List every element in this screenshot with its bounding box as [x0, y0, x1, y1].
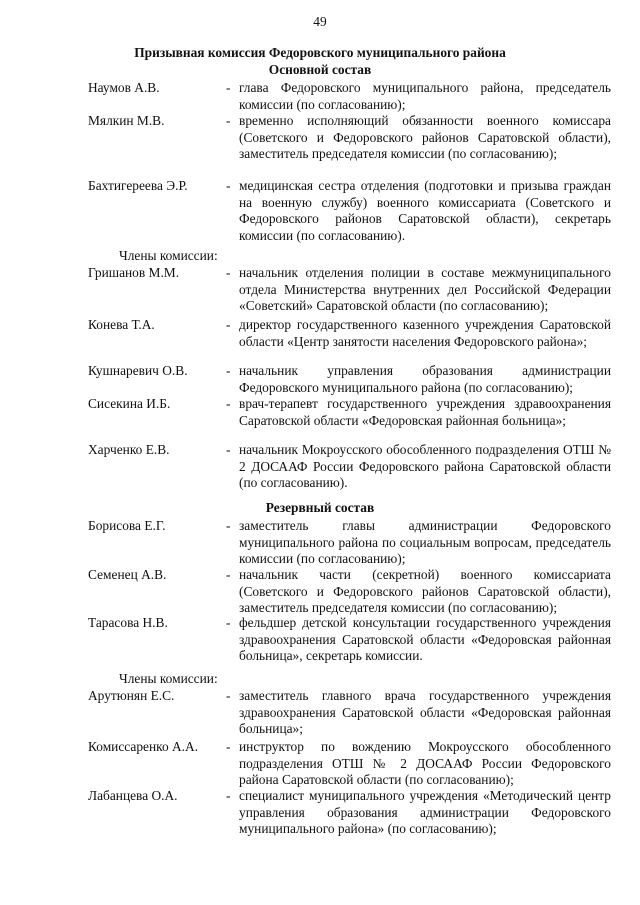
member-name: Гришанов М.М.: [88, 265, 180, 280]
dash: -: [226, 739, 231, 754]
member-role: начальник Мокроусского обособленного подразделения ОТШ № 2 ДОСААФ России Федоровского района Саратовской области (по согласованию).: [239, 442, 611, 490]
page-number: 49: [313, 14, 327, 29]
member-role: медицинская сестра отделения (подготовки и призыва граждан на военную службу) военного комиссариата (Советского и Федоровского районов Саратовской области), секретарь комиссии (по согласованию).: [239, 178, 611, 243]
member-role: врач-терапевт государственного учреждения здравоохранения Саратовской области «Федоровская районная больница»;: [239, 396, 611, 428]
member-role: начальник отделения полиции в составе межмуниципального отдела Министерства внутренних дел Российской Федерации «Советский» Саратовской области (по согласованию);: [239, 265, 611, 313]
member-name: Кушнаревич О.В.: [88, 363, 188, 378]
dash: -: [226, 442, 231, 457]
member-role: инструктор по вождению Мокроусского обособленного подразделения ОТШ № 2 ДОСААФ России Федоровского района Саратовской области (по согласованию);: [239, 739, 611, 787]
member-name: Мялкин М.В.: [88, 113, 165, 128]
member-role: заместитель главного врача государственного учреждения здравоохранения Саратовской области «Федоровская районная больница»;: [239, 688, 611, 736]
dash: -: [226, 567, 231, 582]
dash: -: [226, 363, 231, 378]
dash: -: [226, 80, 231, 95]
dash: -: [226, 688, 231, 703]
member-name: Конева Т.А.: [88, 317, 155, 332]
members-label: Члены комиссии:: [119, 248, 218, 263]
dash: -: [226, 317, 231, 332]
member-role: начальник части (секретной) военного комиссариата (Советского и Федоровского районов Саратовской области), заместитель председателя комиссии (по согласованию);: [239, 567, 611, 615]
member-name: Борисова Е.Г.: [88, 518, 166, 533]
member-role: заместитель главы администрации Федоровского муниципального района по социальным вопросам, председатель комиссии (по согласованию);: [239, 518, 611, 566]
dash: -: [226, 178, 231, 193]
main-composition-heading: Основной состав: [268, 62, 372, 77]
member-name: Комиссаренко А.А.: [88, 739, 199, 754]
member-name: Тарасова Н.В.: [88, 615, 168, 630]
member-name: Сисекина И.Б.: [88, 396, 171, 411]
member-role: фельдшер детской консультации государственного учреждения здравоохранения Саратовской области «Федоровская районная больница», секретарь комиссии.: [239, 615, 611, 663]
member-name: Харченко Е.В.: [88, 442, 170, 457]
dash: -: [226, 396, 231, 411]
member-name: Бахтигереева Э.Р.: [88, 178, 188, 193]
members-label: Члены комиссии:: [119, 671, 218, 686]
dash: -: [226, 615, 231, 630]
member-name: Арутюнян Е.С.: [88, 688, 175, 703]
document-title: Призывная комиссия Федоровского муниципального района: [134, 45, 506, 60]
member-role: специалист муниципального учреждения «Методический центр управления образования администрации Федоровского муниципального района» (по согласованию);: [239, 788, 611, 836]
dash: -: [226, 518, 231, 533]
member-role: директор государственного казенного учреждения Саратовской области «Центр занятости населения Федоровского района»;: [239, 317, 611, 349]
member-role: глава Федоровского муниципального района, председатель комиссии (по согласованию);: [239, 80, 611, 112]
member-role: начальник управления образования администрации Федоровского муниципального района (по согласованию);: [239, 363, 611, 395]
dash: -: [226, 265, 231, 280]
member-name: Лабанцева О.А.: [88, 788, 178, 803]
member-name: Наумов А.В.: [88, 80, 160, 95]
member-role: временно исполняющий обязанности военного комиссара (Советского и Федоровского районов Саратовской области), заместитель председателя комиссии (по согласованию);: [239, 113, 611, 161]
dash: -: [226, 788, 231, 803]
member-name: Семенец А.В.: [88, 567, 167, 582]
dash: -: [226, 113, 231, 128]
reserve-composition-heading: Резервный состав: [265, 500, 375, 515]
